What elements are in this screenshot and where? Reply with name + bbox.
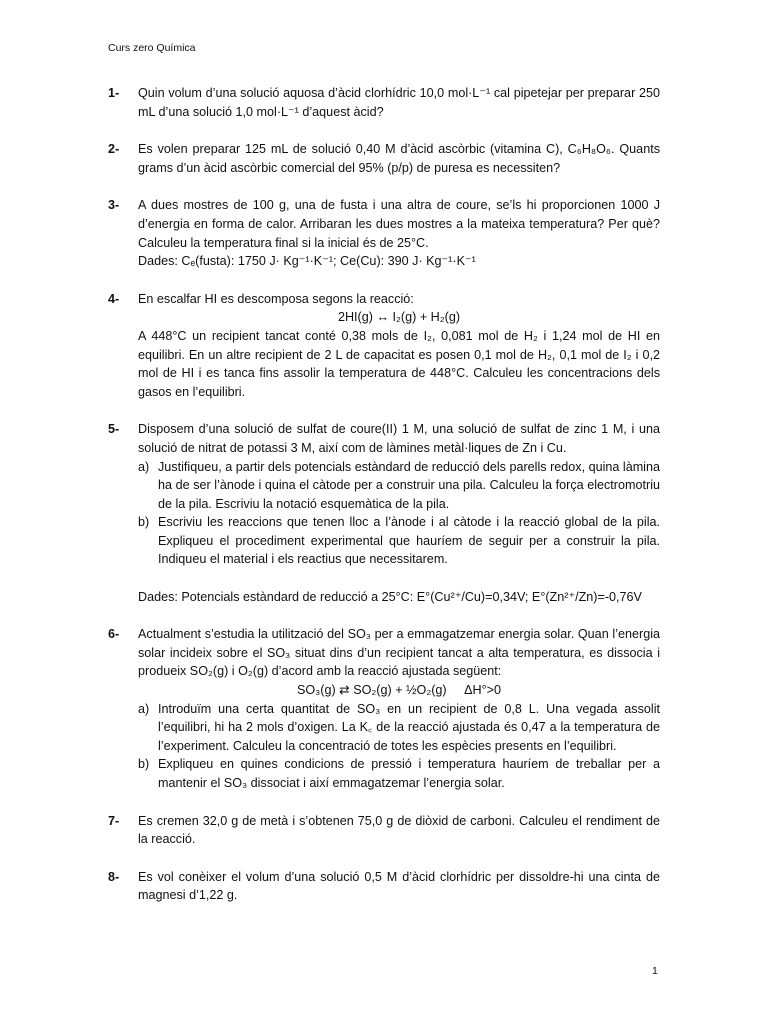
question-4 bbox=[108, 290, 660, 402]
subquestion-label: a) bbox=[138, 459, 150, 474]
question-text: Quin volum d’una solució aquosa d’àcid clorhídric 10,0 mol·L⁻¹ cal pipetejar per preparar 250 mL d’una solució 1,0 mol·L⁻¹ d’aquest àcid? bbox=[138, 86, 660, 119]
question-6 bbox=[108, 625, 660, 792]
subquestion-text: Justifiqueu, a partir dels potencials estàndard de reducció dels parells redox, quina làmina ha de ser l’ànode i quina el càtode per a construir una pila. Calculeu la força electromotriu de la pila. Escriviu la notació esquemàtica de la pila. bbox=[158, 459, 660, 511]
question-number: 3- bbox=[108, 198, 120, 213]
question-number: 6- bbox=[108, 627, 120, 642]
question-number: 7- bbox=[108, 813, 120, 828]
page-number: 1 bbox=[652, 965, 658, 977]
subquestion-label: b) bbox=[138, 515, 150, 530]
subquestion-a bbox=[138, 458, 660, 514]
question-text: Disposem d’una solució de sulfat de coure(II) 1 M, una solució de sulfat de zinc 1 M, i una solució de nitrat de potassi 3 M, així com de làmines metàl·liques de Zn i Cu. bbox=[138, 422, 660, 455]
question-number: 8- bbox=[108, 869, 120, 884]
question-list bbox=[108, 84, 660, 924]
question-text: Es vol conèixer el volum d’una solució 0,5 M d’àcid clorhídric per dissoldre-hi una cinta de magnesi d’1,22 g. bbox=[138, 869, 660, 903]
subquestion-a bbox=[138, 700, 660, 756]
subquestion-b bbox=[138, 755, 660, 792]
subquestion-label: a) bbox=[138, 701, 150, 716]
question-2 bbox=[108, 140, 660, 177]
subquestion-label: b) bbox=[138, 757, 150, 772]
reaction-equation: SO₃(g) ⇄ SO₂(g) + ½O₂(g) ΔH°>0 bbox=[296, 683, 502, 698]
question-text: A dues mostres de 100 g, una de fusta i una altra de coure, se’ls hi proporcionen 1000 J d’energia en forma de calor. Arribaran les dues mostres a la mateixa temperatura? Per què? Calculeu la temperatura final si la inicial és de 25°C. bbox=[138, 198, 660, 250]
subquestion-text: Escriviu les reaccions que tenen lloc a l’ànode i al càtode i la reacció global de la pila. Expliqueu el procediment experimental que hauríem de seguir per a construir la pila. Indiqueu el material i els reactius que necessitarem. bbox=[158, 515, 660, 567]
question-number: 4- bbox=[108, 291, 120, 306]
question-5 bbox=[108, 420, 660, 606]
question-data: Dades: Potencials estàndard de reducció a 25°C: E°(Cu²⁺/Cu)=0,34V; E°(Zn²⁺/Zn)=-0,76V bbox=[138, 589, 642, 604]
question-intro: En escalfar HI es descomposa segons la reacció: bbox=[138, 291, 414, 306]
reaction-equation: 2HI(g) ↔ I₂(g) + H₂(g) bbox=[337, 310, 461, 325]
subquestion-b bbox=[138, 513, 660, 569]
question-number: 5- bbox=[108, 422, 120, 437]
question-text: Actualment s’estudia la utilització del SO₃ per a emmagatzemar energia solar. Quan l’energia solar incideix sobre el SO₃ situat dins d’un recipient tancat a alta temperatura, es dissocia i produeix SO₂(g) i O₂(g) d’acord amb la reacció ajustada següent: bbox=[138, 627, 660, 679]
subquestion-text: Expliqueu en quines condicions de pressió i temperatura hauríem de treballar per a mantenir el SO₃ dissociat i així emmagatzemar l’energia solar. bbox=[158, 757, 660, 790]
question-number: 1- bbox=[108, 86, 120, 100]
question-data: Dades: Cₑ(fusta): 1750 J· Kg⁻¹·K⁻¹; Ce(Cu): 390 J· Kg⁻¹·K⁻¹ bbox=[138, 254, 476, 269]
document-header: Curs zero Química bbox=[108, 42, 196, 54]
question-1 bbox=[108, 84, 660, 121]
question-text: A 448°C un recipient tancat conté 0,38 mols de I₂, 0,081 mol de H₂ i 1,24 mol de HI en equilibri. En un altre recipient de 2 L de capacitat es posen 0,1 mol de H₂, 0,1 mol de I₂ i 0,2 mol de HI i es tanca fins assolir la temperatura de 448°C. Calculeu les concentracions dels gasos en l’equilibri. bbox=[138, 328, 660, 399]
question-text: Es volen preparar 125 mL de solució 0,40 M d’àcid ascòrbic (vitamina C), C₆H₈O₆. Quants grams d’un àcid ascòrbic comercial del 95% (p/p) de puresa es necessiten? bbox=[138, 142, 660, 175]
question-3 bbox=[108, 196, 660, 270]
question-text: Es cremen 32,0 g de metà i s’obtenen 75,0 g de diòxid de carboni. Calculeu el rendiment de la reacció. bbox=[138, 813, 660, 847]
question-number: 2- bbox=[108, 142, 120, 157]
question-7 bbox=[108, 812, 660, 849]
question-8 bbox=[108, 868, 660, 905]
subquestion-text: Introduïm una certa quantitat de SO₃ en un recipient de 0,8 L. Una vegada assolit l’equilibri, hi ha 2 mols d’oxigen. La K꜀ de la reacció ajustada és 0,47 a la temperatura de l’experiment. Calculeu la concentració de totes les espècies presents en l’equilibri. bbox=[158, 701, 660, 753]
